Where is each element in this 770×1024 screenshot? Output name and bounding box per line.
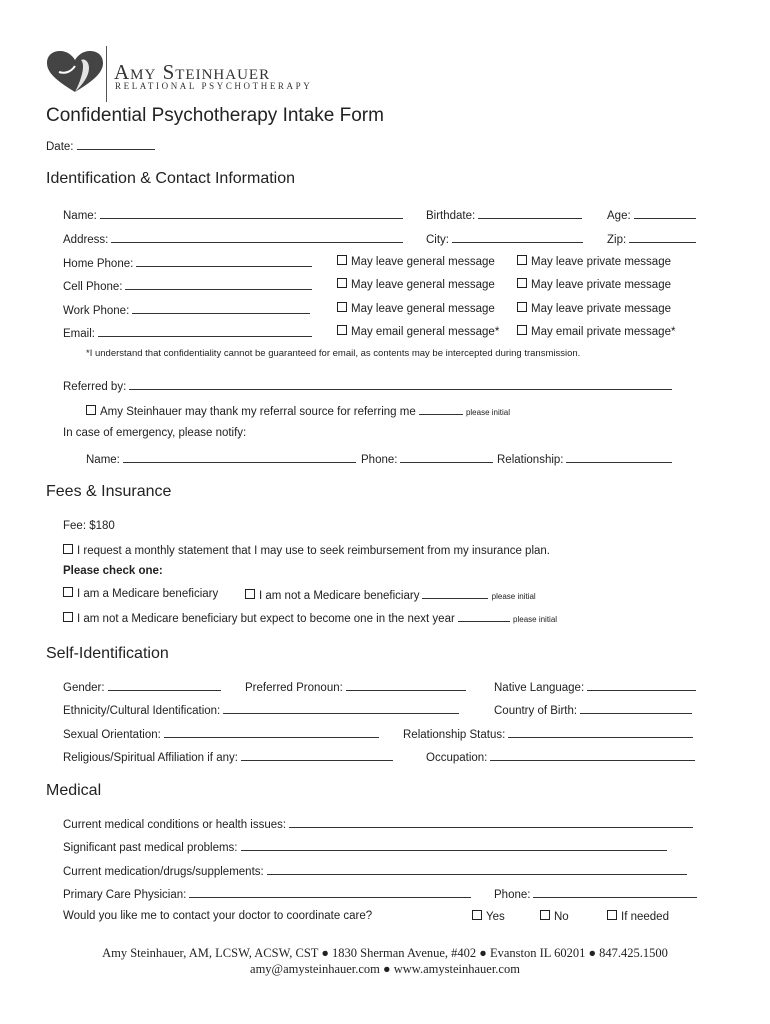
birthdate-field[interactable]: Birthdate: <box>426 207 582 222</box>
checkbox-icon <box>517 255 527 265</box>
relationship-status-field[interactable]: Relationship Status: <box>403 726 693 741</box>
footer-contact: amy@amysteinhauer.com ● www.amysteinhauer.com <box>250 962 520 976</box>
section-fees-heading: Fees & Insurance <box>46 483 172 500</box>
home-general-checkbox[interactable]: May leave general message <box>337 255 495 268</box>
medicare-future-checkbox[interactable]: I am not a Medicare beneficiary but expect to become one in the next year please initial <box>63 610 557 625</box>
name-field[interactable]: Name: <box>63 207 403 222</box>
physician-field[interactable]: Primary Care Physician: <box>63 886 471 901</box>
email-field[interactable]: Email: <box>63 325 312 340</box>
city-field[interactable]: City: <box>426 231 583 246</box>
medicare-yes-checkbox[interactable]: I am a Medicare beneficiary <box>63 587 218 600</box>
checkbox-icon <box>337 302 347 312</box>
checkbox-icon <box>607 910 617 920</box>
logo-name: Amy Steinhauer <box>114 60 271 84</box>
physician-phone-field[interactable]: Phone: <box>494 886 697 901</box>
email-private-checkbox[interactable]: May email private message* <box>517 325 675 338</box>
page-title: Confidential Psychotherapy Intake Form <box>46 105 384 126</box>
thank-referral-checkbox[interactable]: Amy Steinhauer may thank my referral source for referring me please initial <box>86 403 510 418</box>
checkbox-icon <box>63 544 73 554</box>
work-private-checkbox[interactable]: May leave private message <box>517 302 671 315</box>
birth-country-field[interactable]: Country of Birth: <box>494 702 692 717</box>
fee-amount: Fee: $180 <box>63 520 115 532</box>
date-field[interactable]: Date: <box>46 138 155 153</box>
contact-doctor-if-needed[interactable]: If needed <box>607 910 669 923</box>
heart-logo-icon <box>45 50 105 94</box>
checkbox-icon <box>63 612 73 622</box>
contact-doctor-yes[interactable]: Yes <box>472 910 505 923</box>
home-private-checkbox[interactable]: May leave private message <box>517 255 671 268</box>
work-phone-field[interactable]: Work Phone: <box>63 302 310 317</box>
age-field[interactable]: Age: <box>607 207 696 222</box>
conditions-field[interactable]: Current medical conditions or health issues: <box>63 816 693 831</box>
statement-checkbox[interactable]: I request a monthly statement that I may use to seek reimbursement from my insurance plan. <box>63 544 550 557</box>
emergency-name-field[interactable]: Name: <box>86 451 356 466</box>
pronoun-field[interactable]: Preferred Pronoun: <box>245 679 466 694</box>
emergency-label: In case of emergency, please notify: <box>63 427 247 439</box>
orientation-field[interactable]: Sexual Orientation: <box>63 726 379 741</box>
check-one-label: Please check one: <box>63 565 163 577</box>
native-language-field[interactable]: Native Language: <box>494 679 696 694</box>
ethnicity-field[interactable]: Ethnicity/Cultural Identification: <box>63 702 459 717</box>
checkbox-icon <box>517 325 527 335</box>
checkbox-icon <box>63 587 73 597</box>
emergency-phone-field[interactable]: Phone: <box>361 451 493 466</box>
checkbox-icon <box>517 278 527 288</box>
gender-field[interactable]: Gender: <box>63 679 221 694</box>
contact-doctor-no[interactable]: No <box>540 910 569 923</box>
medication-field[interactable]: Current medication/drugs/supplements: <box>63 863 687 878</box>
checkbox-icon <box>86 405 96 415</box>
section-contact-heading: Identification & Contact Information <box>46 170 296 187</box>
cell-private-checkbox[interactable]: May leave private message <box>517 278 671 291</box>
footer-address: Amy Steinhauer, AM, LCSW, ACSW, CST ● 1830 Sherman Avenue, #402 ● Evanston IL 60201 ● 847.425.1500 <box>102 946 668 960</box>
home-phone-field[interactable]: Home Phone: <box>63 255 312 270</box>
work-general-checkbox[interactable]: May leave general message <box>337 302 495 315</box>
checkbox-icon <box>245 589 255 599</box>
occupation-field[interactable]: Occupation: <box>426 749 695 764</box>
cell-phone-field[interactable]: Cell Phone: <box>63 278 312 293</box>
religion-field[interactable]: Religious/Spiritual Affiliation if any: <box>63 749 393 764</box>
checkbox-icon <box>517 302 527 312</box>
logo-divider <box>106 46 107 102</box>
checkbox-icon <box>472 910 482 920</box>
contact-doctor-question: Would you like me to contact your doctor to coordinate care? <box>63 910 373 922</box>
email-general-checkbox[interactable]: May email general message* <box>337 325 499 338</box>
logo-tagline: RELATIONAL PSYCHOTHERAPY <box>115 81 313 91</box>
checkbox-icon <box>337 255 347 265</box>
emergency-relationship-field[interactable]: Relationship: <box>497 451 672 466</box>
cell-general-checkbox[interactable]: May leave general message <box>337 278 495 291</box>
section-medical-heading: Medical <box>46 782 102 799</box>
past-problems-field[interactable]: Significant past medical problems: <box>63 839 667 854</box>
checkbox-icon <box>337 325 347 335</box>
zip-field[interactable]: Zip: <box>607 231 696 246</box>
referred-by-field[interactable]: Referred by: <box>63 378 672 393</box>
section-self-heading: Self-Identification <box>46 645 169 662</box>
medicare-no-checkbox[interactable]: I am not a Medicare beneficiary please initial <box>245 587 536 602</box>
address-field[interactable]: Address: <box>63 231 403 246</box>
checkbox-icon <box>337 278 347 288</box>
checkbox-icon <box>540 910 550 920</box>
email-note: *I understand that confidentiality cannot be guaranteed for email, as contents may be intercepted during transmission. <box>86 348 581 359</box>
